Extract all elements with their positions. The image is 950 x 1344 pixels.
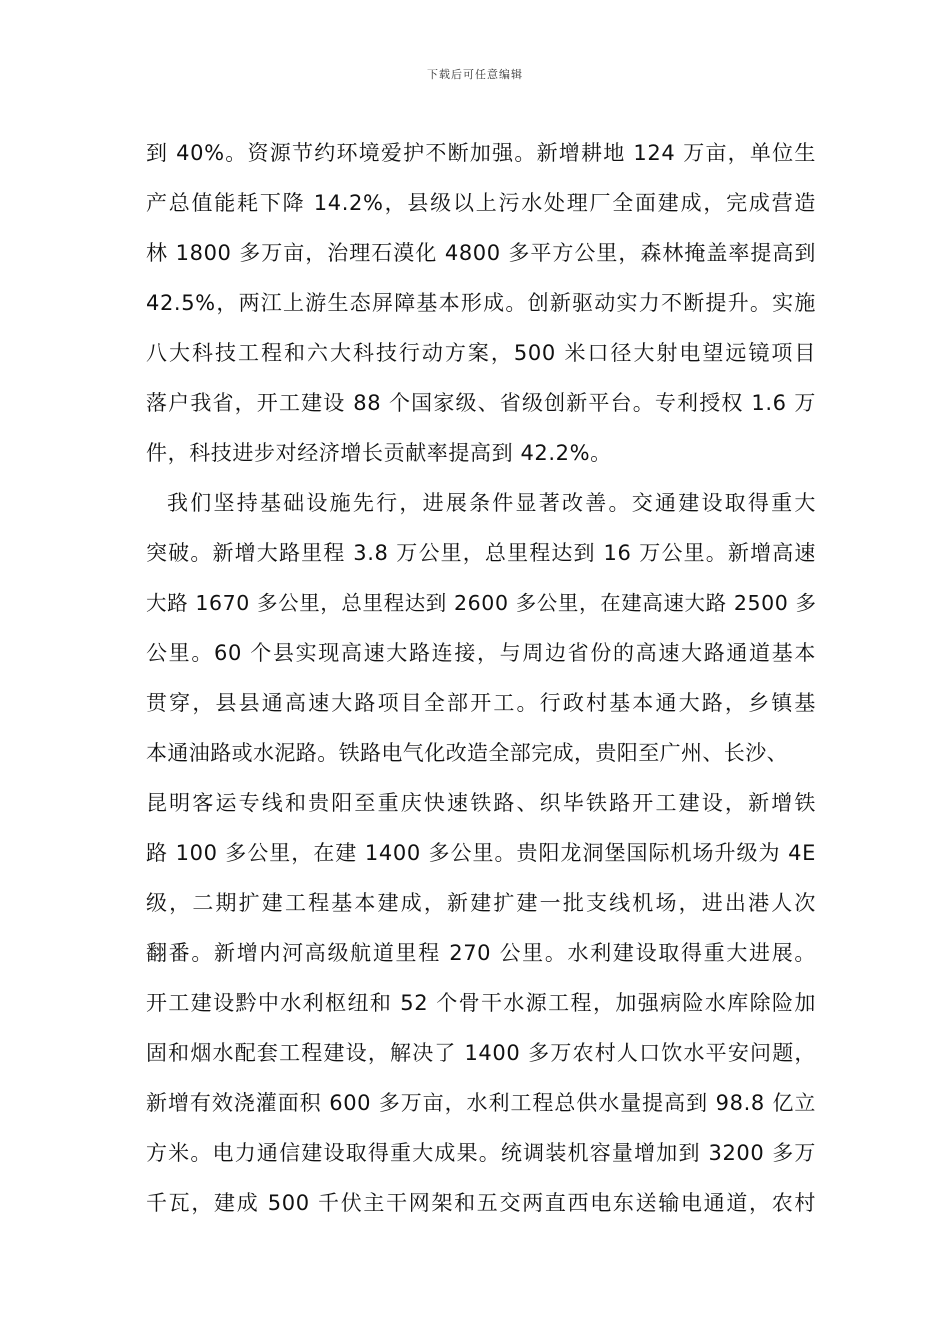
text-line: 本通油路或水泥路。铁路电气化改造全部完成，贵阳至广州、长沙、	[146, 741, 788, 765]
text-line: 千瓦，建成 500 千伏主干网架和五交两直西电东送输电通道，农村	[146, 1191, 816, 1215]
text-line: 林 1800 多万亩，治理石漠化 4800 多平方公里，森林掩盖率提高到	[146, 241, 816, 265]
text-line: 我们坚持基础设施先行，进展条件显著改善。交通建设取得重大	[167, 491, 816, 515]
text-line: 产总值能耗下降 14.2%，县级以上污水处理厂全面建成，完成营造	[146, 191, 816, 215]
text-line: 昆明客运专线和贵阳至重庆快速铁路、织毕铁路开工建设，新增铁	[146, 791, 816, 815]
text-line: 级，二期扩建工程基本建成，新建扩建一批支线机场，进出港人次	[146, 891, 816, 915]
text-line: 固和烟水配套工程建设，解决了 1400 多万农村人口饮水平安问题，	[146, 1041, 816, 1065]
text-line: 大路 1670 多公里，总里程达到 2600 多公里，在建高速大路 2500 多	[146, 591, 817, 615]
page-header: 下载后可任意编辑	[427, 68, 523, 81]
text-line: 八大科技工程和六大科技行动方案，500 米口径大射电望远镜项目	[146, 341, 816, 365]
text-line: 新增有效浇灌面积 600 多万亩，水利工程总供水量提高到 98.8 亿立	[146, 1091, 816, 1115]
text-line: 公里。60 个县实现高速大路连接，与周边省份的高速大路通道基本	[146, 641, 816, 665]
text-line: 方米。电力通信建设取得重大成果。统调装机容量增加到 3200 多万	[146, 1141, 816, 1165]
paragraph-1	[146, 128, 816, 478]
text-line: 翻番。新增内河高级航道里程 270 公里。水利建设取得重大进展。	[146, 941, 816, 965]
text-line: 路 100 多公里，在建 1400 多公里。贵阳龙洞堡国际机场升级为 4E	[146, 841, 816, 865]
paragraph-2	[146, 478, 816, 1228]
text-line: 42.5%，两江上游生态屏障基本形成。创新驱动实力不断提升。实施	[146, 291, 816, 315]
text-line: 到 40%。资源节约环境爱护不断加强。新增耕地 124 万亩，单位生	[146, 141, 816, 165]
text-line: 贯穿，县县通高速大路项目全部开工。行政村基本通大路，乡镇基	[146, 691, 816, 715]
document-body	[146, 128, 816, 1228]
text-line: 开工建设黔中水利枢纽和 52 个骨干水源工程，加强病险水库除险加	[146, 991, 816, 1015]
text-line: 突破。新增大路里程 3.8 万公里，总里程达到 16 万公里。新增高速	[146, 541, 816, 565]
text-line: 件，科技进步对经济增长贡献率提高到 42.2%。	[146, 441, 612, 465]
text-line: 落户我省，开工建设 88 个国家级、省级创新平台。专利授权 1.6 万	[146, 391, 816, 415]
